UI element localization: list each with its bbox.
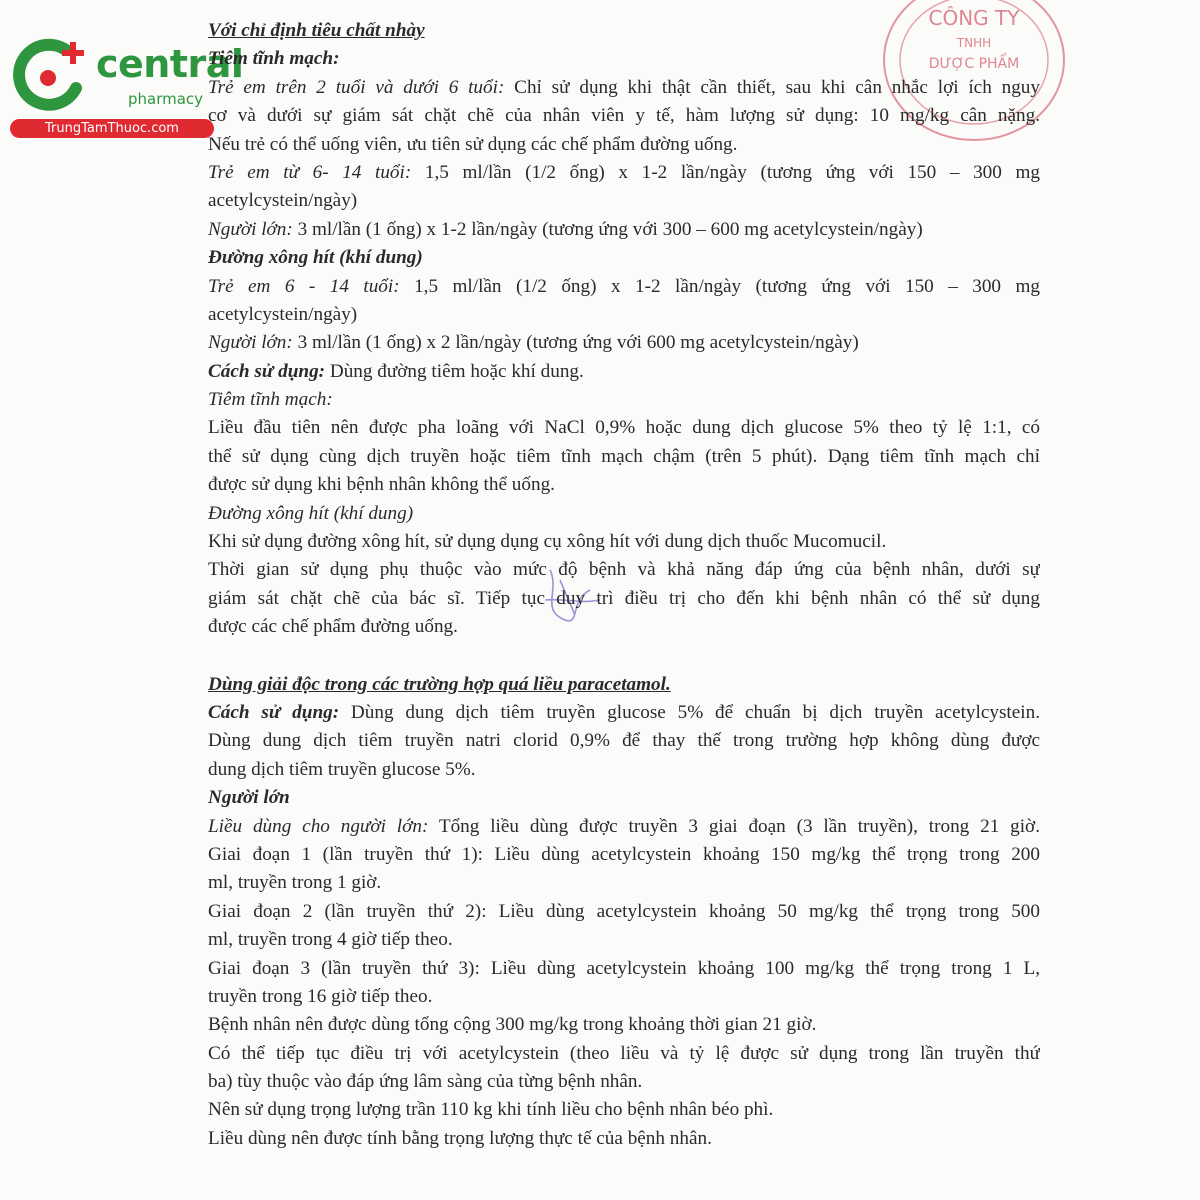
text-line: Liều dùng cho người lớn: Tổng liều dùng được truyền 3 giai đoạn (3 lần truyền), trong 21 giờ. [208,815,1040,837]
document-body [208,17,1040,1153]
section-heading-mucolytic: Với chỉ định tiêu chất nhày [208,20,425,41]
logo-url-banner[interactable]: TrungTamThuoc.com [10,119,214,138]
text-line: giám sát chặt chẽ của bác sĩ. Tiếp tục duy trì điều trị cho đến khi bệnh nhân có thể sử dụng [208,587,1040,609]
text-line: ml, truyền trong 4 giờ tiếp theo. [208,929,453,951]
text-line: Bệnh nhân nên được dùng tổng cộng 300 mg/kg trong khoảng thời gian 21 giờ. [208,1014,817,1036]
text-line: Thời gian sử dụng phụ thuộc vào mức độ bệnh và khả năng đáp ứng của bệnh nhân, dưới sự [208,559,1040,581]
text-line: Cách sử dụng: Dùng dung dịch tiêm truyền glucose 5% để chuẩn bị dịch truyền acetylcystein. [208,701,1040,723]
central-logo-mark-icon [10,36,92,116]
text-line: được các chế phẩm đường uống. [208,616,458,638]
text-line: Giai đoạn 2 (lần truyền thứ 2): Liều dùng acetylcystein khoảng 50 mg/kg thể trọng trong 500 [208,900,1040,922]
stamp-line-2: TNHH [956,36,992,50]
text-line: Nếu trẻ có thể uống viên, ưu tiên sử dụng các chế phẩm đường uống. [208,133,738,155]
text-line: Liều đầu tiên nên được pha loãng với NaCl 0,9% hoặc dung dịch glucose 5% theo tỷ lệ 1:1, có [208,417,1040,439]
logo-subtitle: pharmacy [128,90,204,108]
central-pharmacy-logo[interactable] [10,36,244,136]
text-line: ba) tùy thuộc vào đáp ứng lâm sàng của từng bệnh nhân. [208,1071,643,1093]
text-line: Có thể tiếp tục điều trị với acetylcystein (theo liều và tỷ lệ được sử dụng trong lần truyền thứ [208,1042,1040,1064]
stamp-line-3: DƯỢC PHẨM [928,56,1020,72]
text-line: Cách sử dụng: Dùng đường tiêm hoặc khí dung. [208,360,584,382]
text-line: Trẻ em 6 - 14 tuổi: 1,5 ml/lần (1/2 ống) x 1-2 lần/ngày (tương ứng với 150 – 300 mg [208,275,1040,297]
text-line: ml, truyền trong 1 giờ. [208,872,382,894]
text-line: Người lớn: 3 ml/lần (1 ống) x 1-2 lần/ngày (tương ứng với 300 – 600 mg acetylcystein/ngày) [208,218,923,240]
text-line: acetylcystein/ngày) [208,303,358,325]
text-line: Dùng dung dịch tiêm truyền natri clorid 0,9% để thay thế trong trường hợp không dùng được [208,730,1040,752]
text-line: Giai đoạn 1 (lần truyền thứ 1): Liều dùng acetylcystein khoảng 150 mg/kg thể trọng trong 200 [208,843,1040,865]
text-line: Tiêm tĩnh mạch: [208,389,333,411]
text-line: Giai đoạn 3 (lần truyền thứ 3): Liều dùng acetylcystein khoảng 100 mg/kg thể trọng trong 1 L, [208,957,1040,979]
text-line: acetylcystein/ngày) [208,190,358,212]
text-line: cơ và dưới sự giám sát chặt chẽ của nhân viên y tế, hàm lượng sử dụng: 10 mg/kg cân nặng. [208,105,1040,127]
subheading-iv: Tiêm tĩnh mạch: [208,48,340,70]
text-line: Trẻ em từ 6- 14 tuổi: 1,5 ml/lần (1/2 ống) x 1-2 lần/ngày (tương ứng với 150 – 300 mg [208,161,1040,183]
text-line: Nên sử dụng trọng lượng trần 110 kg khi tính liều cho bệnh nhân béo phì. [208,1099,774,1121]
subheading-adults: Người lớn [208,787,290,809]
text-line: Khi sử dụng đường xông hít, sử dụng dụng cụ xông hít với dung dịch thuốc Mucomucil. [208,531,887,553]
logo-name: central [96,42,244,86]
section-heading-paracetamol: Dùng giải độc trong các trường hợp quá liều paracetamol. [208,673,671,695]
text-line: dung dịch tiêm truyền glucose 5%. [208,758,476,780]
text-line: được sử dụng khi bệnh nhân không thể uống. [208,474,555,496]
text-line: truyền trong 16 giờ tiếp theo. [208,985,433,1007]
text-line: Đường xông hít (khí dung) [208,502,414,524]
text-line: Liều dùng nên được tính bằng trọng lượng thực tế của bệnh nhân. [208,1127,712,1149]
text-line: Trẻ em trên 2 tuổi và dưới 6 tuổi: Chỉ sử dụng khi thật cần thiết, sau khi cân nhắc lợi ích nguy [208,76,1040,98]
subheading-inhalation: Đường xông hít (khí dung) [208,247,423,269]
stamp-line-1: CÔNG TY [928,6,1020,30]
text-line: thể sử dụng cùng dịch truyền hoặc tiêm tĩnh mạch chậm (trên 5 phút). Dạng tiêm tĩnh mạch chỉ [208,445,1040,467]
text-line: Người lớn: 3 ml/lần (1 ống) x 2 lần/ngày (tương ứng với 600 mg acetylcystein/ngày) [208,332,859,354]
